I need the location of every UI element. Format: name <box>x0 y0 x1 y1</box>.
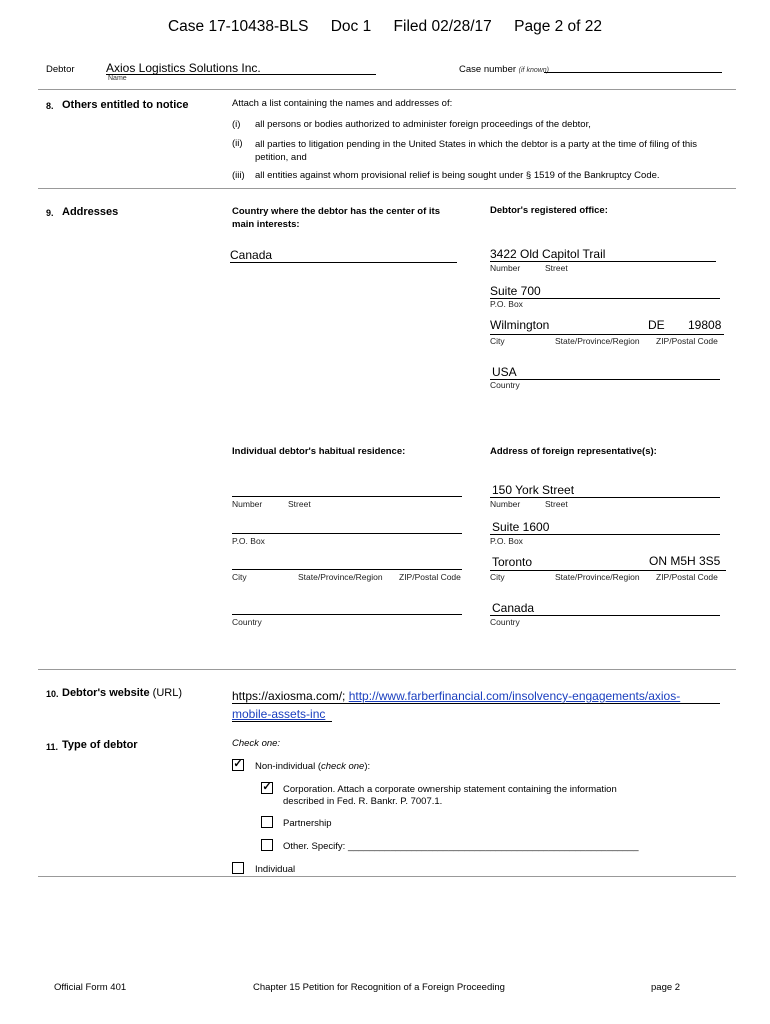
other-specify-label: Other. Specify: _______________________________________________________ <box>283 841 639 852</box>
city-caption: City <box>232 572 247 582</box>
divider <box>38 89 736 90</box>
corporation-label: Corporation. Attach a corporate ownership statement containing the information <box>283 784 617 795</box>
street-caption: Street <box>545 499 568 509</box>
section-8-number: 8. <box>46 101 54 111</box>
number-caption: Number <box>232 499 263 509</box>
doc-number: Doc 1 <box>330 18 372 35</box>
section-9-title: Addresses <box>62 206 119 218</box>
section-11-number: 11. <box>46 742 59 752</box>
footer-page: page 2 <box>651 982 681 993</box>
section-8-item-roman: (ii) <box>232 138 243 149</box>
city-caption: City <box>490 336 505 346</box>
registered-zip: 19808 <box>688 318 722 332</box>
section-8-title: Others entitled to notice <box>62 99 189 111</box>
foreign-rep-country-field <box>490 599 720 616</box>
section-8-item-text: all entities against whom provisional relief is being sought under § 1519 of the Bankruptcy Code. <box>255 170 660 181</box>
non-individual-label: Non-individual (check one): <box>255 761 371 772</box>
habitual-residence-heading: Individual debtor's habitual residence: <box>232 446 406 457</box>
number-caption: Number <box>490 499 521 509</box>
debtor-name-field <box>106 59 376 75</box>
divider <box>38 188 736 189</box>
section-8-intro: Attach a list containing the names and addresses of: <box>232 98 453 109</box>
case-header <box>0 18 770 36</box>
state-caption: State/Province/Region <box>555 572 640 582</box>
section-8-item-text: all parties to litigation pending in the United States in which the debtor is a party at the time of filing of this petition, and <box>255 139 698 163</box>
section-10-title: Debtor's website (URL) <box>62 687 182 699</box>
habitual-po-box-field <box>232 517 462 534</box>
individual-label: Individual <box>255 864 296 875</box>
registered-street-field <box>490 245 716 262</box>
footer-form: Official Form 401 <box>54 982 127 993</box>
foreign-rep-po-box-field <box>490 518 720 535</box>
zip-caption: ZIP/Postal Code <box>656 336 718 346</box>
zip-caption: ZIP/Postal Code <box>399 572 461 582</box>
foreign-rep-city: Toronto <box>492 555 533 569</box>
habitual-street-field <box>232 480 462 497</box>
section-8-item-text: all persons or bodies authorized to administer foreign proceedings of the debtor, <box>255 119 591 130</box>
website-line-2 <box>232 705 332 722</box>
foreign-rep-po-box: Suite 1600 <box>492 520 550 534</box>
foreign-rep-heading: Address of foreign representative(s): <box>490 446 657 457</box>
zip-caption: ZIP/Postal Code <box>656 572 718 582</box>
po-box-caption: P.O. Box <box>490 299 523 309</box>
country-caption: Country <box>490 617 520 627</box>
corporation-note: described in Fed. R. Bankr. P. 7007.1. <box>283 796 443 807</box>
page-count: Page 2 of 22 <box>514 18 603 35</box>
debtor-label: Debtor <box>46 64 75 75</box>
website-url-plain: https://axiosma.com/; <box>232 689 349 703</box>
center-of-interests-heading: Country where the debtor has the center of its main interests: <box>232 206 440 230</box>
center-country-field <box>230 246 457 263</box>
center-country: Canada <box>230 248 273 262</box>
corporation-checkbox[interactable]: ✓ <box>262 781 272 793</box>
section-9-number: 9. <box>46 208 54 218</box>
country-caption: Country <box>232 617 262 627</box>
check-one-label: Check one: <box>232 738 281 749</box>
foreign-rep-state-zip: ON M5H 3S5 <box>649 554 721 568</box>
section-11-title: Type of debtor <box>62 739 138 751</box>
habitual-city-field <box>232 553 462 570</box>
other-checkbox[interactable] <box>261 839 273 851</box>
registered-po-box: Suite 700 <box>490 284 541 298</box>
po-box-caption: P.O. Box <box>490 536 523 546</box>
registered-po-box-field <box>490 282 720 299</box>
street-caption: Street <box>288 499 311 509</box>
case-number-label: Case number (if known) <box>459 64 550 75</box>
foreign-rep-street-field <box>490 481 720 498</box>
habitual-country-field <box>232 598 462 615</box>
foreign-rep-country: Canada <box>492 601 535 615</box>
number-caption: Number <box>490 263 521 273</box>
registered-office-heading: Debtor's registered office: <box>490 205 608 216</box>
website-line-1 <box>232 687 720 704</box>
partnership-checkbox[interactable] <box>261 816 273 828</box>
registered-city: Wilmington <box>490 318 550 332</box>
case-number: Case 17-10438-BLS <box>167 18 309 35</box>
individual-checkbox[interactable] <box>232 862 244 874</box>
state-caption: State/Province/Region <box>298 572 383 582</box>
debtor-name: Axios Logistics Solutions Inc. <box>106 61 261 75</box>
registered-street: 3422 Old Capitol Trail <box>490 247 606 261</box>
section-8-item-roman: (i) <box>232 119 241 130</box>
registered-country-field <box>490 363 720 380</box>
footer-title: Chapter 15 Petition for Recognition of a Foreign Proceeding <box>253 982 505 993</box>
section-10-number: 10. <box>46 689 59 699</box>
city-caption: City <box>490 572 505 582</box>
debtor-name-caption: Name <box>108 75 127 82</box>
divider <box>38 669 736 670</box>
partnership-label: Partnership <box>283 818 332 829</box>
section-8-item-roman: (iii) <box>232 170 245 181</box>
case-number-field <box>544 72 722 73</box>
non-individual-checkbox[interactable]: ✓ <box>233 758 243 770</box>
state-caption: State/Province/Region <box>555 336 640 346</box>
website-link[interactable]: mobile-assets-inc <box>232 707 326 721</box>
filed-date: Filed 02/28/17 <box>393 18 492 35</box>
divider <box>38 876 736 877</box>
registered-state: DE <box>648 318 665 332</box>
foreign-rep-street: 150 York Street <box>492 483 575 497</box>
street-caption: Street <box>545 263 568 273</box>
registered-country: USA <box>492 365 517 379</box>
country-caption: Country <box>490 380 520 390</box>
website-link[interactable]: http://www.farberfinancial.com/insolvency-engagements/axios- <box>348 689 681 703</box>
po-box-caption: P.O. Box <box>232 536 265 546</box>
